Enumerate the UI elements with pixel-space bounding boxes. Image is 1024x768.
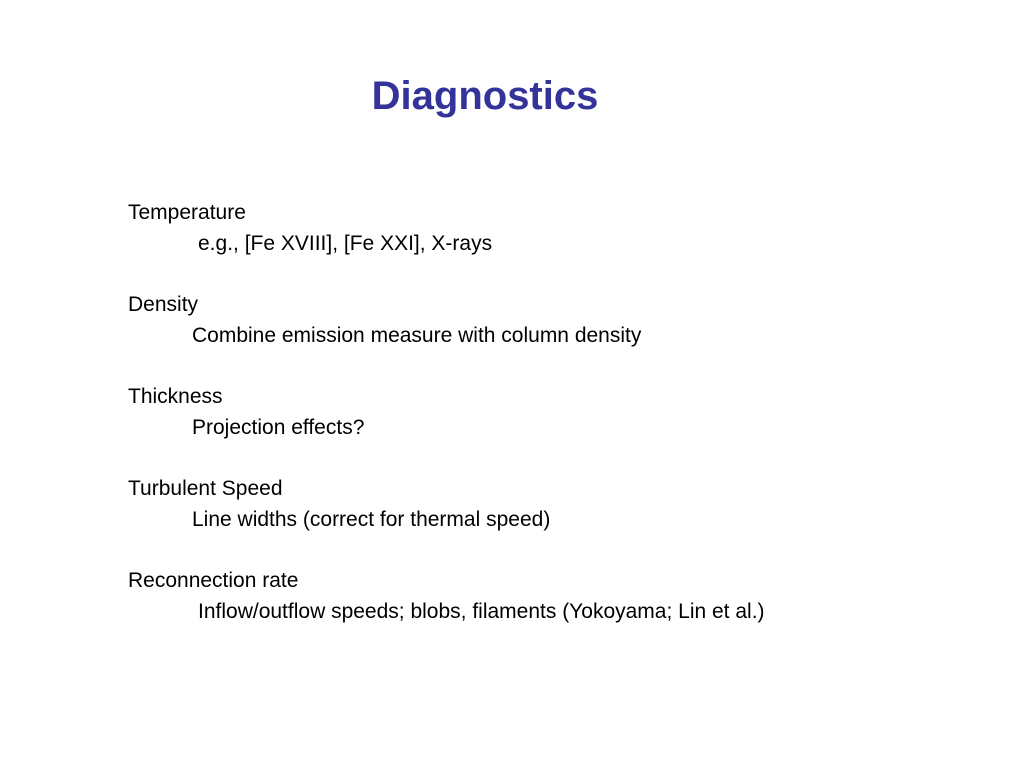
- item-heading-reconnection-rate: Reconnection rate: [128, 569, 299, 592]
- item-detail-density: Combine emission measure with column density: [192, 324, 642, 347]
- item-detail-reconnection-rate: Inflow/outflow speeds; blobs, filaments (Yokoyama; Lin et al.): [198, 600, 765, 623]
- slide-title: Diagnostics: [371, 74, 599, 118]
- item-heading-density: Density: [128, 293, 199, 316]
- item-heading-turbulent-speed: Turbulent Speed: [128, 477, 283, 500]
- item-heading-temperature: Temperature: [128, 201, 246, 224]
- item-detail-turbulent-speed: Line widths (correct for thermal speed): [192, 508, 551, 531]
- item-heading-thickness: Thickness: [128, 385, 223, 408]
- item-detail-temperature: e.g., [Fe XVIII], [Fe XXI], X-rays: [198, 232, 493, 255]
- item-detail-thickness: Projection effects?: [192, 416, 365, 439]
